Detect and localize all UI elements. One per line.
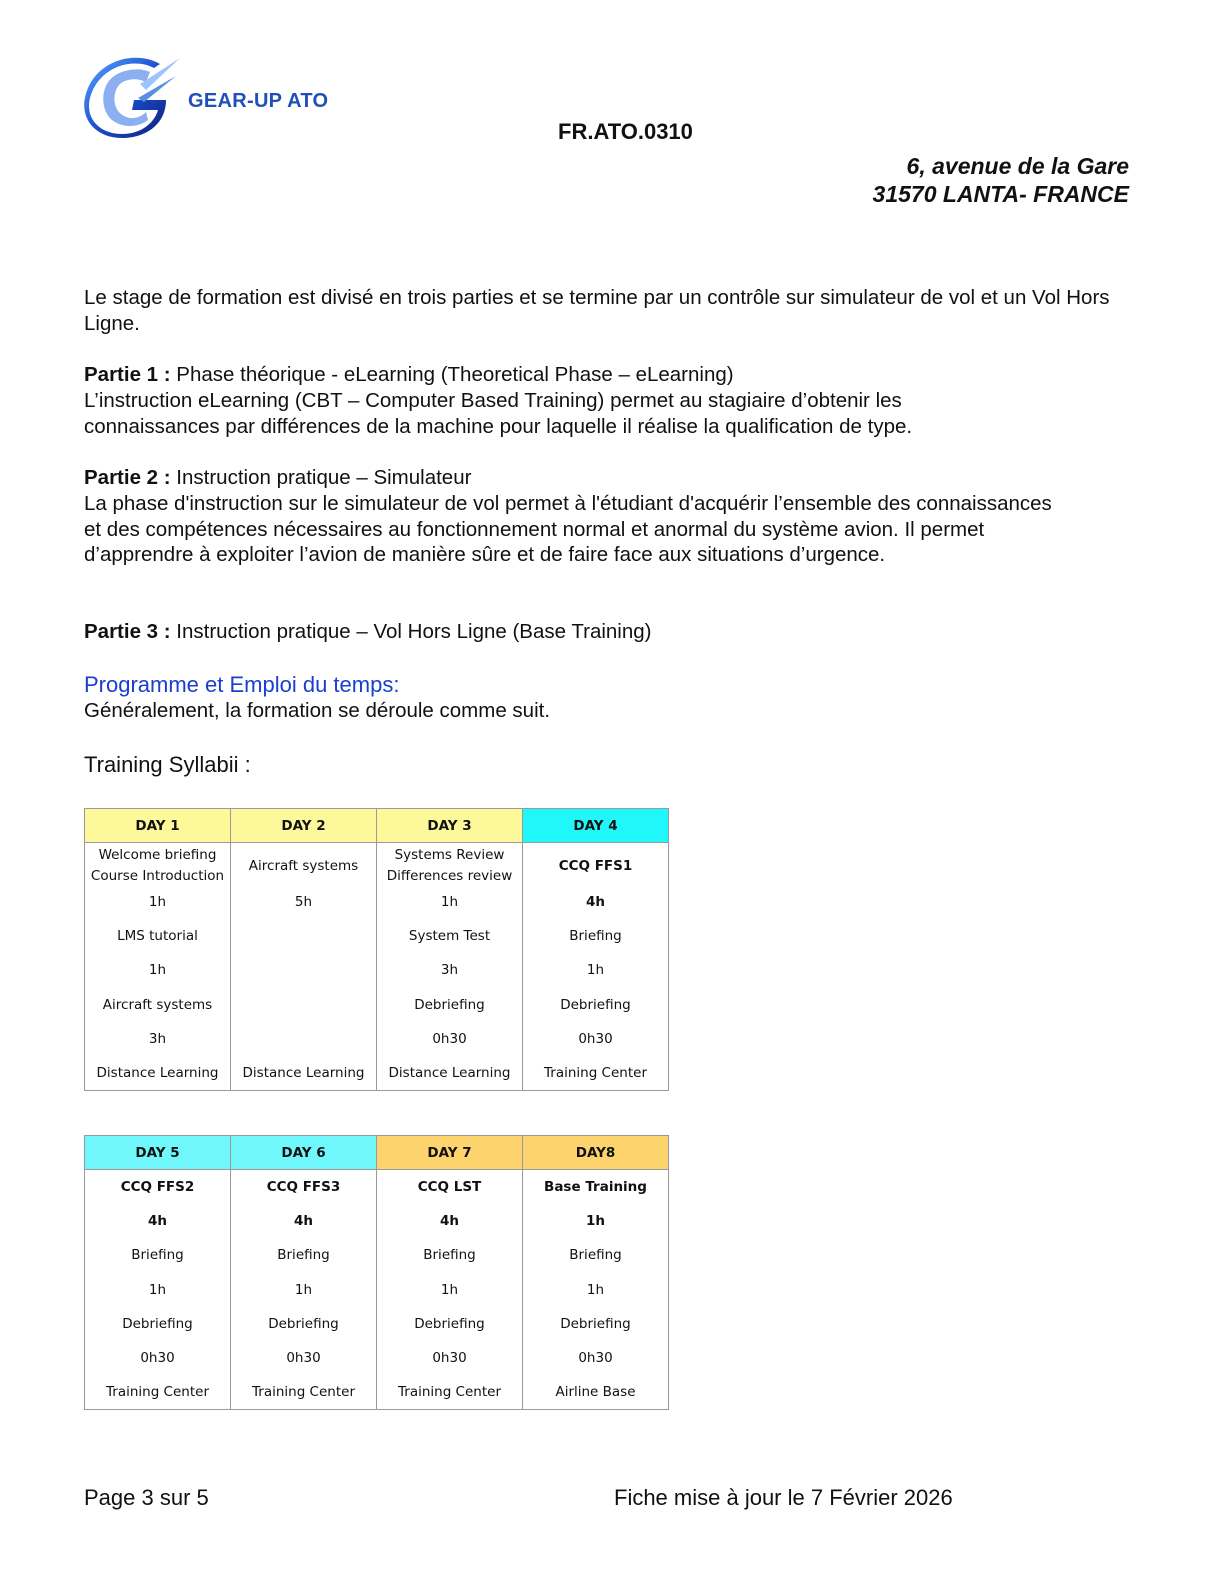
day-4-line-5: Debriefing xyxy=(560,996,631,1013)
part-2-label: Partie 2 : xyxy=(84,466,171,489)
day-3-line-4: 3h xyxy=(440,962,459,979)
day-1-line-5: Aircraft systems xyxy=(102,996,213,1013)
day-5-debriefing: Debriefing xyxy=(122,1315,193,1332)
programme-section xyxy=(84,672,1144,724)
day-1-line-3: LMS tutorial xyxy=(117,928,198,945)
part-2-desc: La phase d'instruction sur le simulateur de vol permet à l'étudiant d'acquérir l’ensemble des connaissances et des compétences nécessaires au fonctionnement normal et anormal du système avion. Il permet d’apprendre à exploiter l’avion de manière sûre et de faire face aux situations d’urgence. xyxy=(84,491,1052,567)
day-4-cell xyxy=(523,843,669,1091)
day-1-line-1b: Course Introduction xyxy=(90,868,225,884)
gear-up-g-emblem-icon xyxy=(84,54,184,138)
programme-text: Généralement, la formation se déroule comme suit. xyxy=(84,698,551,722)
part-2 xyxy=(84,465,1054,568)
day-1-line-6: 3h xyxy=(148,1030,167,1047)
part-1-desc: L’instruction eLearning (CBT – Computer Based Training) permet au stagiaire d’obtenir les connaissances par différences de la machine pour laquelle il réalise la qualification de type. xyxy=(84,388,913,438)
part-1-label: Partie 1 : xyxy=(84,363,171,386)
day-8-debriefing-time: 0h30 xyxy=(578,1349,613,1366)
part-2-title: Instruction pratique – Simulateur xyxy=(170,466,472,489)
day-7-duration: 4h xyxy=(439,1213,459,1230)
day-1-line-7: Distance Learning xyxy=(96,1064,219,1081)
day-7-briefing-time: 1h xyxy=(440,1281,459,1298)
day-4-line-6: 0h30 xyxy=(578,1030,613,1047)
day-6-cell xyxy=(231,1170,377,1410)
last-updated: Fiche mise à jour le 7 Février 2026 xyxy=(614,1485,953,1510)
intro-text: Le stage de formation est divisé en trois parties et se termine par un contrôle sur simulateur de vol et un Vol Hors Ligne. xyxy=(84,286,1110,335)
gear-up-logo xyxy=(84,54,344,138)
day-6-debriefing-time: 0h30 xyxy=(286,1349,321,1366)
day-7-briefing: Briefing xyxy=(423,1247,476,1264)
day-3-line-1b: Differences review xyxy=(386,868,513,884)
schedule-table-days-1-4 xyxy=(84,808,669,1091)
day-6-debriefing: Debriefing xyxy=(268,1315,339,1332)
day-8-cell xyxy=(523,1170,669,1410)
day-8-session: Base Training xyxy=(544,1179,647,1195)
day-2-header: DAY 2 xyxy=(231,809,377,843)
day-5-duration: 4h xyxy=(147,1213,167,1230)
day-1-line-4: 1h xyxy=(148,962,167,979)
day-4-line-7: Training Center xyxy=(544,1064,647,1081)
day-3-line-5: Debriefing xyxy=(414,996,485,1013)
part-1-title: Phase théorique - eLearning (Theoretical Phase – eLearning) xyxy=(170,363,734,386)
day-2-line-1: Aircraft systems xyxy=(248,857,359,874)
day-4-line-3: Briefing xyxy=(569,928,622,945)
day-3-line-3: System Test xyxy=(408,928,491,945)
day-3-line-6: 0h30 xyxy=(432,1030,467,1047)
day-5-briefing: Briefing xyxy=(131,1247,184,1264)
day-3-line-1a: Systems Review xyxy=(394,847,505,863)
part-3 xyxy=(84,619,1144,645)
part-1 xyxy=(84,362,984,439)
day-5-header: DAY 5 xyxy=(85,1136,231,1170)
day-5-session: CCQ FFS2 xyxy=(120,1179,195,1195)
day-6-header: DAY 6 xyxy=(231,1136,377,1170)
address xyxy=(873,152,1129,208)
day-8-location: Airline Base xyxy=(555,1384,636,1401)
day-8-debriefing: Debriefing xyxy=(560,1315,631,1332)
day-7-header: DAY 7 xyxy=(377,1136,523,1170)
day-4-line-2: 4h xyxy=(585,894,605,910)
day-3-line-7: Distance Learning xyxy=(388,1064,511,1081)
programme-heading: Programme et Emploi du temps: xyxy=(84,672,400,697)
day-4-header: DAY 4 xyxy=(523,809,669,843)
day-2-cell xyxy=(231,843,377,1091)
day-7-debriefing: Debriefing xyxy=(414,1315,485,1332)
day-6-location: Training Center xyxy=(252,1384,355,1401)
day-6-session: CCQ FFS3 xyxy=(266,1179,341,1195)
day-8-briefing-time: 1h xyxy=(586,1281,605,1298)
logo-text: GEAR-UP ATO xyxy=(188,90,329,112)
day-1-line-1a: Welcome briefing xyxy=(98,847,217,863)
day-2-line-2: 5h xyxy=(294,894,313,910)
day-8-header: DAY8 xyxy=(523,1136,669,1170)
intro-paragraph xyxy=(84,285,1144,337)
day-1-line-2: 1h xyxy=(148,894,167,910)
day-4-line-1: CCQ FFS1 xyxy=(558,857,633,874)
day-2-line-7: Distance Learning xyxy=(242,1064,365,1081)
day-5-cell xyxy=(85,1170,231,1410)
day-3-cell xyxy=(377,843,523,1091)
address-line-2: 31570 LANTA- FRANCE xyxy=(872,181,1129,207)
day-8-briefing: Briefing xyxy=(569,1247,622,1264)
day-7-cell xyxy=(377,1170,523,1410)
page-number: Page 3 sur 5 xyxy=(84,1485,209,1510)
day-7-location: Training Center xyxy=(398,1384,501,1401)
day-8-duration: 1h xyxy=(585,1213,605,1230)
part-3-title: Instruction pratique – Vol Hors Ligne (Base Training) xyxy=(170,620,652,643)
day-5-briefing-time: 1h xyxy=(148,1281,167,1298)
syllabi-title: Training Syllabii : xyxy=(84,752,251,777)
day-5-debriefing-time: 0h30 xyxy=(140,1349,175,1366)
day-1-header: DAY 1 xyxy=(85,809,231,843)
day-5-location: Training Center xyxy=(106,1384,209,1401)
document-code: FR.ATO.0310 xyxy=(558,119,693,144)
day-3-header: DAY 3 xyxy=(377,809,523,843)
schedule-table-days-5-8 xyxy=(84,1135,669,1410)
day-6-briefing: Briefing xyxy=(277,1247,330,1264)
address-line-1: 6, avenue de la Gare xyxy=(906,153,1129,179)
day-6-duration: 4h xyxy=(293,1213,313,1230)
day-6-briefing-time: 1h xyxy=(294,1281,313,1298)
day-4-line-4: 1h xyxy=(586,962,605,979)
day-7-debriefing-time: 0h30 xyxy=(432,1349,467,1366)
part-3-label: Partie 3 : xyxy=(84,620,171,643)
day-1-cell xyxy=(85,843,231,1091)
day-3-line-2: 1h xyxy=(440,894,459,910)
day-7-session: CCQ LST xyxy=(417,1179,482,1195)
